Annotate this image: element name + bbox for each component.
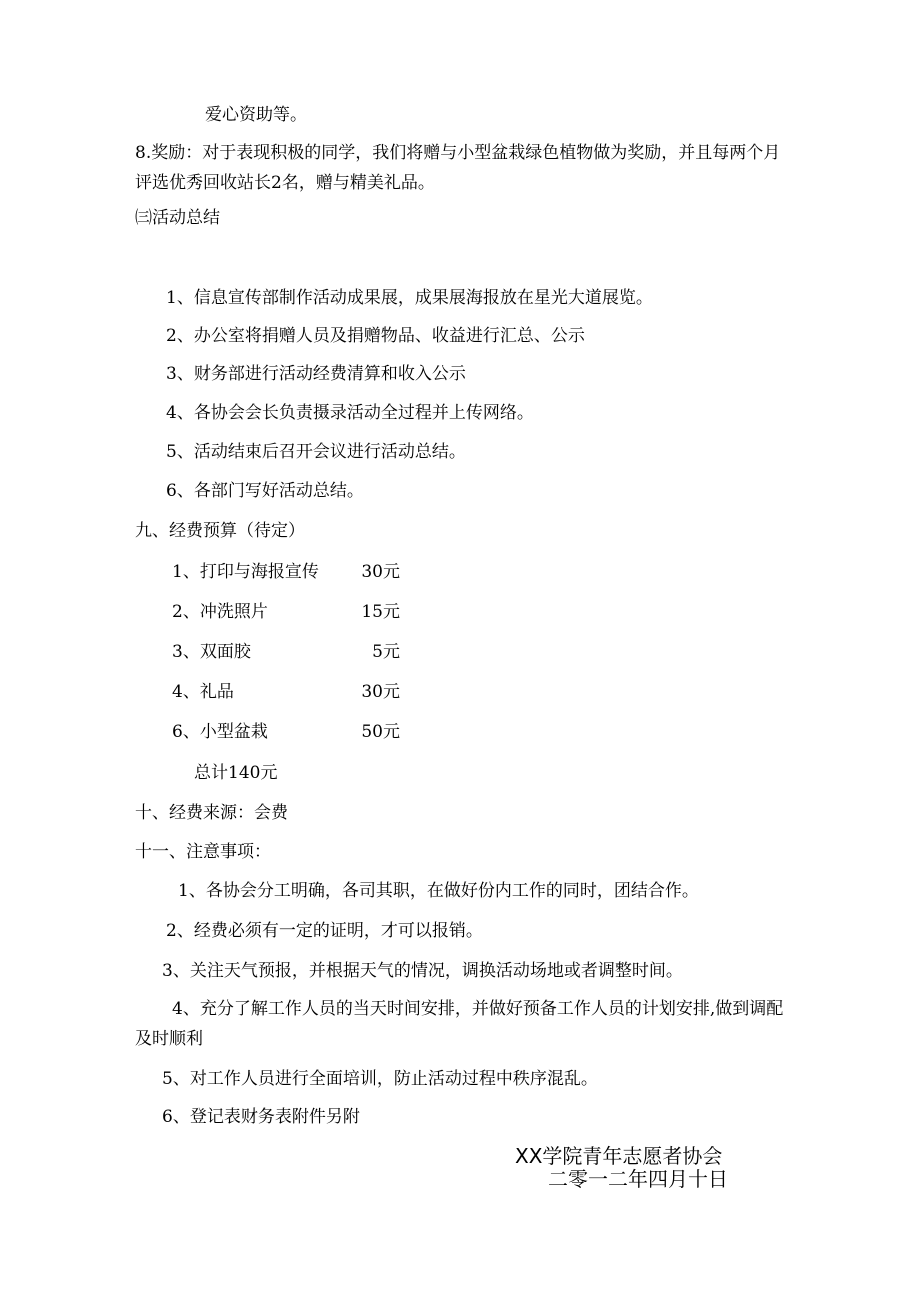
summary-item: 4、各协会会长负责摄录活动全过程并上传网络。 — [166, 403, 534, 423]
note-item: 6、登记表财务表附件另附 — [162, 1107, 360, 1127]
budget-item-amount: 50元 — [361, 722, 400, 742]
budget-row — [172, 601, 400, 623]
note-item: 4、充分了解工作人员的当天时间安排，并做好预备工作人员的计划安排,做到调配及时顺利 — [135, 999, 784, 1049]
budget-row — [172, 641, 400, 663]
summary-item: 3、财务部进行活动经费清算和收入公示 — [166, 364, 466, 384]
budget-item-label: 1、打印与海报宣传 — [172, 562, 319, 582]
budget-item-amount: 5元 — [372, 642, 400, 662]
notes-heading: 十一、注意事项： — [135, 842, 271, 862]
budget-item-amount: 30元 — [361, 562, 400, 582]
budget-total: 总计140元 — [194, 763, 278, 783]
continuation-text: 爱心资助等。 — [205, 105, 307, 125]
budget-row — [172, 721, 400, 743]
summary-item: 2、办公室将捐赠人员及捐赠物品、收益进行汇总、公示 — [166, 326, 585, 346]
summary-item: 5、活动结束后召开会议进行活动总结。 — [166, 442, 466, 462]
budget-item-label: 4、礼品 — [172, 682, 234, 702]
budget-row — [172, 681, 400, 703]
signature-date: 二零一二年四月十日 — [548, 1167, 728, 1191]
budget-item-amount: 30元 — [361, 682, 400, 702]
budget-heading: 九、经费预算（待定） — [135, 521, 305, 541]
budget-row — [172, 561, 400, 583]
summary-heading: ㈢活动总结 — [135, 208, 220, 228]
summary-item: 1、信息宣传部制作活动成果展，成果展海报放在星光大道展览。 — [166, 288, 653, 308]
reward-paragraph: 8.奖励：对于表现积极的同学，我们将赠与小型盆栽绿色植物做为奖励，并且每两个月评选优秀回收站长2名，赠与精美礼品。 — [135, 143, 781, 193]
signature-organization: XX学院青年志愿者协会 — [515, 1144, 723, 1168]
note-item: 2、经费必须有一定的证明，才可以报销。 — [166, 921, 483, 941]
summary-item: 6、各部门写好活动总结。 — [166, 481, 364, 501]
note-item: 1、各协会分工明确，各司其职，在做好份内工作的同时，团结合作。 — [178, 881, 699, 901]
budget-item-label: 3、双面胶 — [172, 642, 251, 662]
note-item: 5、对工作人员进行全面培训，防止活动过程中秩序混乱。 — [162, 1069, 598, 1089]
note-item: 3、关注天气预报，并根据天气的情况，调换活动场地或者调整时间。 — [162, 961, 683, 981]
budget-item-label: 2、冲洗照片 — [172, 602, 268, 622]
budget-item-label: 6、小型盆栽 — [172, 722, 268, 742]
budget-item-amount: 15元 — [361, 602, 400, 622]
funding-heading: 十、经费来源：会费 — [135, 803, 288, 823]
